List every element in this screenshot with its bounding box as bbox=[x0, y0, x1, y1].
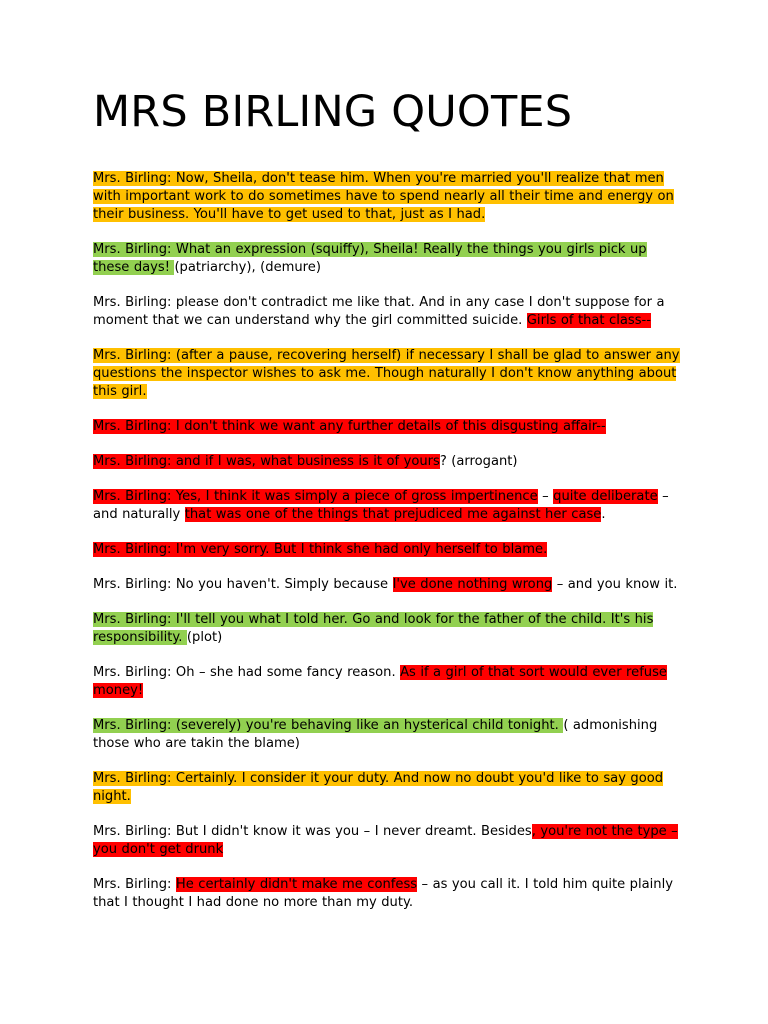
quote-paragraph bbox=[93, 294, 683, 330]
quote-paragraph bbox=[93, 241, 683, 277]
page-title: MRS BIRLING QUOTES bbox=[93, 87, 573, 137]
highlighted-text-red: that was one of the things that prejudiced me against her case bbox=[184, 507, 602, 522]
quote-paragraph bbox=[93, 418, 683, 436]
quote-text: (patriarchy), (demure) bbox=[174, 260, 321, 275]
highlighted-text-orange: Mrs. Birling: Certainly. I consider it your duty. And now no doubt you'd like to say good night. bbox=[93, 771, 664, 804]
quote-text: ( admonishing those who are takin the blame) bbox=[93, 718, 658, 751]
quote-paragraph bbox=[93, 347, 683, 401]
quote-text: Mrs. Birling: please don't contradict me like that. And in any case I don't suppose for a moment that we can understand why the girl committed suicide. bbox=[93, 295, 665, 328]
highlighted-text-red: As if a girl of that sort would ever refuse money! bbox=[93, 665, 667, 698]
highlighted-text-red: Mrs. Birling: I don't think we want any further details of this disgusting affair-- bbox=[93, 419, 606, 434]
quote-paragraph bbox=[93, 664, 683, 700]
quote-paragraph bbox=[93, 823, 683, 859]
quote-text: (plot) bbox=[186, 630, 223, 645]
quote-paragraph bbox=[93, 576, 683, 594]
highlighted-text-orange: Mrs. Birling: (after a pause, recovering herself) if necessary I shall be glad to answer any questions the inspector wishes to ask me. Though naturally I don't know anything about this girl. bbox=[93, 348, 680, 399]
highlighted-text-red: , you're not the type – you don't get drunk bbox=[93, 824, 678, 857]
highlighted-text-green: Mrs. Birling: What an expression (squiffy), Sheila! Really the things you girls pick up these days! bbox=[93, 242, 647, 275]
quote-paragraph bbox=[93, 170, 683, 224]
quote-text: Mrs. Birling: But I didn't know it was you – I never dreamt. Besides bbox=[93, 824, 532, 839]
quote-text: – as you call it. I told him quite plainly that I thought I had done no more than my duty. bbox=[93, 877, 673, 910]
quote-paragraph bbox=[93, 876, 683, 912]
quote-paragraph bbox=[93, 611, 683, 647]
highlighted-text-red: Mrs. Birling: I'm very sorry. But I think she had only herself to blame. bbox=[93, 542, 548, 557]
quote-text: ? (arrogant) bbox=[439, 454, 518, 469]
highlighted-text-red: quite deliberate bbox=[553, 489, 658, 504]
highlighted-text-red: Girls of that class-- bbox=[526, 313, 651, 328]
quotes-list bbox=[93, 170, 683, 929]
quote-paragraph bbox=[93, 717, 683, 753]
quote-text: – bbox=[537, 489, 554, 504]
quote-text: . bbox=[601, 507, 606, 522]
quote-text: Mrs. Birling: Oh – she had some fancy reason. bbox=[93, 665, 401, 680]
quote-text: – and you know it. bbox=[552, 577, 678, 592]
quote-paragraph bbox=[93, 453, 683, 471]
highlighted-text-green: Mrs. Birling: (severely) you're behaving like an hysterical child tonight. bbox=[93, 718, 564, 733]
highlighted-text-red: I've done nothing wrong bbox=[392, 577, 553, 592]
quote-text: Mrs. Birling: No you haven't. Simply because bbox=[93, 577, 393, 592]
highlighted-text-green: Mrs. Birling: I'll tell you what I told her. Go and look for the father of the child. It's his responsibility. bbox=[93, 612, 654, 645]
highlighted-text-red: He certainly didn't make me confess bbox=[175, 877, 418, 892]
quote-text: – and naturally bbox=[93, 489, 669, 522]
highlighted-text-red: Mrs. Birling: Yes, I think it was simply a piece of gross impertinence bbox=[93, 489, 538, 504]
highlighted-text-red: Mrs. Birling: and if I was, what business is it of yours bbox=[93, 454, 440, 469]
quote-paragraph bbox=[93, 770, 683, 806]
highlighted-text-orange: Mrs. Birling: Now, Sheila, don't tease him. When you're married you'll realize that men with important work to do sometimes have to spend nearly all their time and energy on their business. You'll have to get used to that, just as I had. bbox=[93, 171, 674, 222]
quote-text: Mrs. Birling: bbox=[93, 877, 176, 892]
quote-paragraph bbox=[93, 488, 683, 524]
quote-paragraph bbox=[93, 541, 683, 559]
